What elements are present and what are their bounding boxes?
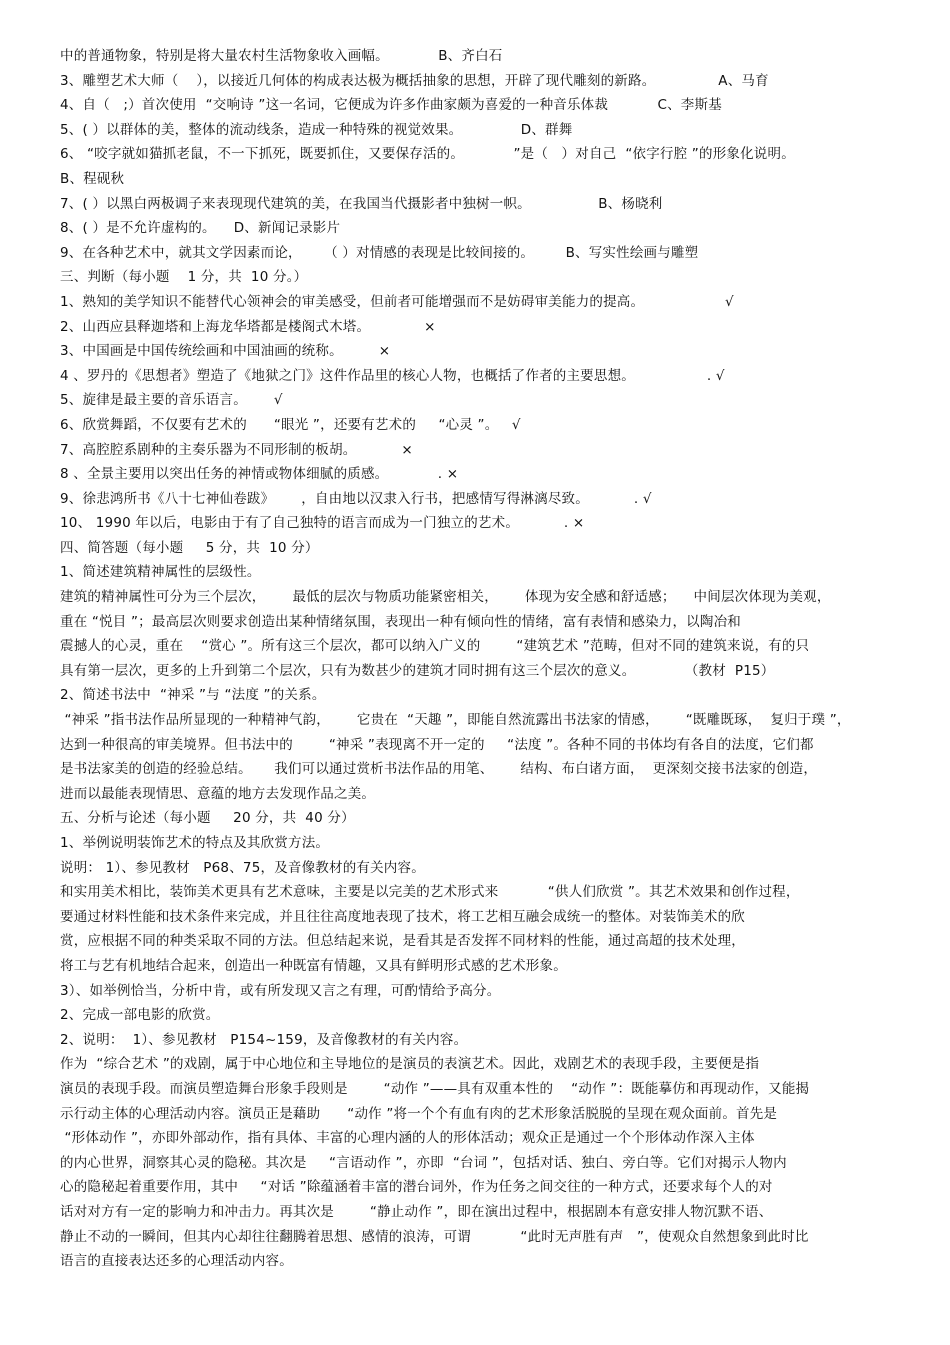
document-body bbox=[60, 44, 930, 1274]
text-line: 演员的表现手段。而演员塑造舞台形象手段则是 “动作 ”——具有双重本性的 “动作 ”：既能摹仿和再现动作，又能揭 bbox=[60, 1080, 810, 1097]
text-line: 要通过材料性能和技术条件来完成，并且往往高度地表现了技术，将工艺相互融会成统一的整体。对装饰美术的欣 bbox=[60, 908, 745, 925]
text-line: 9、徐悲鸿所书《八十七神仙卷跋》 ，自由地以汉隶入行书，把感情写得淋漓尽致。 . √ bbox=[60, 490, 652, 507]
text-line: 作为 “综合艺术 ”的戏剧，属于中心地位和主导地位的是演员的表演艺术。因此，戏剧艺术的表现手段，主要便是指 bbox=[60, 1056, 760, 1073]
text-line: 震撼人的心灵，重在 “赏心 ”。所有这三个层次，都可以纳入广义的 “建筑艺术 ”范畴，但对不同的建筑来说，有的只 bbox=[60, 638, 810, 655]
text-line: 3、中国画是中国传统绘画和中国油画的统称。 × bbox=[60, 343, 391, 360]
text-line: 6、欣赏舞蹈，不仅要有艺术的 “眼光 ”，还要有艺术的 “心灵 ”。 √ bbox=[60, 416, 521, 433]
text-line: 说明： 1）、参见教材 P68、75，及音像教材的有关内容。 bbox=[60, 859, 425, 876]
text-line: 4 、罗丹的《思想者》塑造了《地狱之门》这件作品里的核心人物，也概括了作者的主要思想。 . √ bbox=[60, 367, 725, 384]
text-line: 语言的直接表达还多的心理活动内容。 bbox=[60, 1253, 293, 1270]
text-line: “神采 ”指书法作品所显现的一种精神气韵， 它贵在 “天趣 ”，即能自然流露出书法家的情感， “既雕既琢， 复归于璞 ”， bbox=[60, 712, 851, 729]
text-line: 9、在各种艺术中，就其文学因素而论， （ ）对情感的表现是比较间接的。 B、写实性绘画与雕塑 bbox=[60, 244, 699, 261]
text-line: 1、熟知的美学知识不能替代心领神会的审美感受，但前者可能增强而不是妨碍审美能力的提高。 √ bbox=[60, 293, 734, 310]
text-line: 7、( ）以黑白两极调子来表现现代建筑的美，在我国当代摄影者中独树一帜。 B、杨晓利 bbox=[60, 195, 663, 212]
text-line: 2、简述书法中 “神采 ”与 “法度 ”的关系。 bbox=[60, 687, 326, 704]
text-line: 1、举例说明装饰艺术的特点及其欣赏方法。 bbox=[60, 835, 330, 851]
text-line: 7、高腔腔系剧种的主奏乐器为不同形制的板胡。 × bbox=[60, 441, 413, 458]
text-line: 重在 “悦目 ”；最高层次则要求创造出某种情绪氛围，表现出一种有倾向性的情绪，富有表情和感染力，以陶冶和 bbox=[60, 613, 741, 630]
text-line: 5、旋律是最主要的音乐语言。 √ bbox=[60, 392, 283, 409]
text-line: 5、( ）以群体的美，整体的流动线条，造成一种特殊的视觉效果。 D、群舞 bbox=[60, 121, 573, 138]
text-line: 的内心世界，洞察其心灵的隐秘。其次是 “言语动作 ”，亦即 “台词 ”，包括对话、独白、旁白等。它们对揭示人物内 bbox=[60, 1154, 787, 1171]
text-line: 示行动主体的心理活动内容。演员正是藉助 “动作 ”将一个个有血有肉的艺术形象活脱脱的呈现在观众面前。首先是 bbox=[60, 1105, 778, 1122]
text-line: 2、完成一部电影的欣赏。 bbox=[60, 1007, 220, 1024]
text-line: 进而以最能表现情思、意蕴的地方去发现作品之美。 bbox=[60, 785, 376, 802]
text-line: 建筑的精神属性可分为三个层次， 最低的层次与物质功能紧密相关， 体现为安全感和舒适感； 中间层次体现为美观， bbox=[60, 589, 831, 606]
text-line: 3、雕塑艺术大师（ ），以接近几何体的构成表达极为概括抽象的思想，开辟了现代雕刻的新路。 A、马育 bbox=[60, 72, 769, 89]
text-line: 3）、如举例恰当，分析中肯，或有所发现又言之有理，可酌情给予高分。 bbox=[60, 982, 501, 999]
text-line: 8、( ）是不允许虚构的。 D、新闻记录影片 bbox=[60, 220, 341, 237]
text-line: 话对对方有一定的影响力和冲击力。再其次是 “静止动作 ”，即在演出过程中，根据剧本有意安排人物沉默不语、 bbox=[60, 1203, 773, 1220]
text-line: 静止不动的一瞬间，但其内心却往往翻腾着思想、感情的浪涛，可谓 “此时无声胜有声 ”，使观众自然想象到此时比 bbox=[60, 1228, 809, 1245]
text-line: B、程砚秋 bbox=[60, 170, 125, 187]
text-line: 中的普通物象，特别是将大量农村生活物象收入画幅。 B、齐白石 bbox=[60, 48, 503, 64]
text-line: 四、简答题（每小题 5 分，共 10 分） bbox=[60, 539, 319, 556]
text-line: 五、分析与论述（每小题 20 分，共 40 分） bbox=[60, 810, 355, 827]
text-line: 是书法家美的创造的经验总结。 我们可以通过赏析书法作品的用笔、 结构、布白诸方面， 更深刻交接书法家的创造， bbox=[60, 761, 818, 778]
text-line: 达到一种很高的审美境界。但书法中的 “神采 ”表现离不开一定的 “法度 ”。各种不同的书体均有各自的法度，它们都 bbox=[60, 736, 814, 753]
text-line: 和实用美术相比，装饰美术更具有艺术意味，主要是以完美的艺术形式来 “供人们欣赏 ”。其艺术效果和创作过程， bbox=[60, 884, 800, 901]
text-line: 将工与艺有机地结合起来，创造出一种既富有情趣，又具有鲜明形式感的艺术形象。 bbox=[60, 957, 567, 974]
text-line: 4、自（ ;）首次使用 “交响诗 ”这一名词，它便成为许多作曲家颇为喜爱的一种音乐体裁 C、李斯基 bbox=[60, 97, 722, 114]
text-line: 10、 1990 年以后，电影由于有了自己独特的语言而成为一门独立的艺术。 . × bbox=[60, 515, 585, 532]
text-line: “形体动作 ”，亦即外部动作，指有具体、丰富的心理内涵的人的形体活动；观众正是通过一个个形体动作深入主体 bbox=[60, 1130, 755, 1147]
text-line: 赏，应根据不同的种类采取不同的方法。但总结起来说，是看其是否发挥不同材料的性能，通过高超的技术处理， bbox=[60, 933, 745, 950]
text-line: 三、判断（每小题 1 分，共 10 分。） bbox=[60, 269, 308, 286]
text-line: 8 、全景主要用以突出任务的神情或物体细腻的质感。 . × bbox=[60, 466, 459, 483]
text-line: 2、说明： 1）、参见教材 P154~159，及音像教材的有关内容。 bbox=[60, 1031, 468, 1048]
text-line: 具有第一层次，更多的上升到第二个层次，只有为数甚少的建筑才同时拥有这三个层次的意义。 （教材 P15） bbox=[60, 662, 775, 679]
text-line: 6、 “咬字就如猫抓老鼠，不一下抓死，既要抓住，又要保存活的。 ”是（ ）对自己 “依字行腔 ”的形象化说明。 bbox=[60, 146, 795, 163]
text-line: 心的隐秘起着重要作用，其中 “对话 ”除蕴涵着丰富的潜台词外，作为任务之间交往的一种方式，还要求每个人的对 bbox=[60, 1179, 773, 1196]
text-line: 1、简述建筑精神属性的层级性。 bbox=[60, 564, 261, 581]
text-line: 2、山西应县释迦塔和上海龙华塔都是楼阁式木塔。 × bbox=[60, 318, 436, 335]
